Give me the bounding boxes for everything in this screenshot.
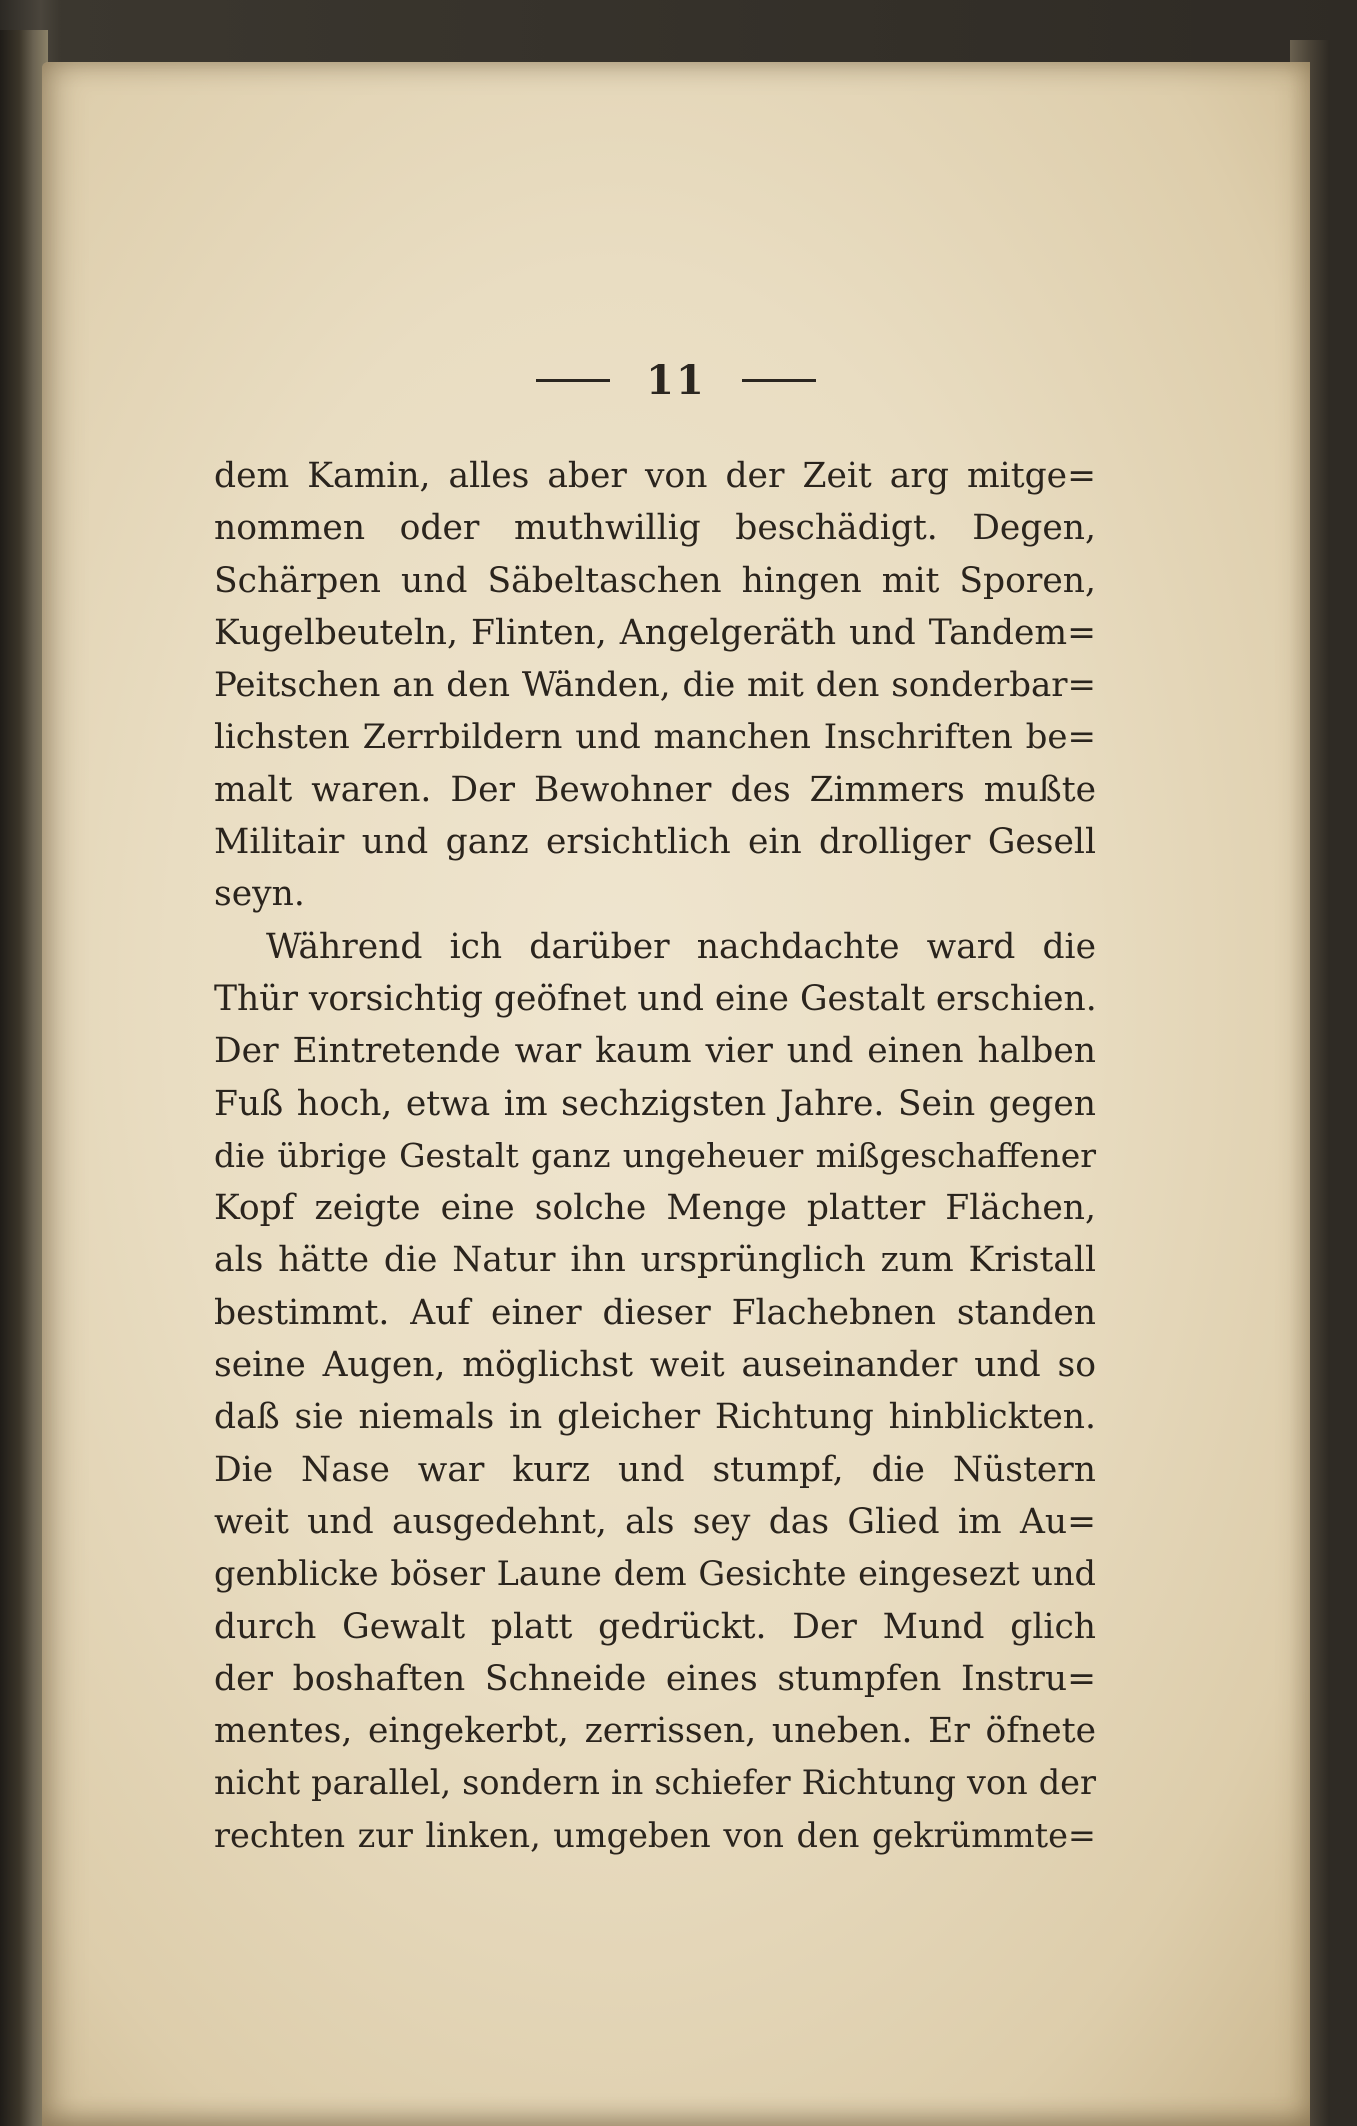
text-line: Während ich darüber nachdachte ward die xyxy=(266,926,1096,967)
text-line: lichsten Zerrbildern und manchen Inschriften be= xyxy=(214,717,1096,758)
text-line: der boshaften Schneide eines stumpfen Instru= xyxy=(214,1658,1096,1699)
text-line: nommen oder muthwillig beschädigt. Degen, xyxy=(214,508,1096,549)
text-line: malt waren. Der Bewohner des Zimmers mußte xyxy=(214,769,1096,810)
text-line: die übrige Gestalt ganz ungeheuer mißgeschaffener xyxy=(214,1135,1096,1175)
text-line: mentes, eingekerbt, zerrissen, uneben. Er öfnete xyxy=(214,1711,1096,1752)
book-cover-edge xyxy=(0,30,48,2126)
body-text xyxy=(214,450,1096,1862)
text-line: bestimmt. Auf einer dieser Flachebnen standen xyxy=(214,1292,1096,1333)
page-number: 11 xyxy=(646,356,706,404)
text-line: weit und ausgedehnt, als sey das Glied im Au= xyxy=(214,1501,1096,1542)
text-line: Kopf zeigte eine solche Menge platter Flächen, xyxy=(214,1188,1096,1229)
book-page xyxy=(42,62,1310,2126)
text-line: seine Augen, möglichst weit auseinander und so xyxy=(214,1345,1096,1386)
text-line: rechten zur linken, umgeben von den gekrümmte= xyxy=(214,1815,1096,1855)
text-line: Schärpen und Säbeltaschen hingen mit Sporen, xyxy=(214,560,1096,601)
text-line: durch Gewalt platt gedrückt. Der Mund glich xyxy=(214,1606,1096,1647)
text-line: Die Nase war kurz und stumpf, die Nüstern xyxy=(214,1449,1096,1490)
text-line: Der Eintretende war kaum vier und einen halben xyxy=(214,1031,1096,1072)
text-line: als hätte die Natur ihn ursprünglich zum Kristall xyxy=(214,1240,1096,1281)
text-line: Thür vorsichtig geöfnet und eine Gestalt erschien. xyxy=(214,978,1097,1019)
text-line: Kugelbeuteln, Flinten, Angelgeräth und Tandem= xyxy=(214,612,1096,653)
text-line: genblicke böser Laune dem Gesichte eingesezt und xyxy=(214,1554,1096,1594)
text-line: seyn. xyxy=(214,874,305,915)
text-line: daß sie niemals in gleicher Richtung hinblickten. xyxy=(214,1397,1096,1438)
text-line: Fuß hoch, etwa im sechzigsten Jahre. Sein gegen xyxy=(214,1083,1096,1124)
text-line: dem Kamin, alles aber von der Zeit arg mitge= xyxy=(214,456,1096,496)
text-line: Militair und ganz ersichtlich ein drolliger Gesell xyxy=(214,822,1096,863)
header-rule-right xyxy=(742,379,816,382)
text-line: Peitschen an den Wänden, die mit den sonderbar= xyxy=(214,665,1096,706)
page-header xyxy=(42,350,1310,410)
text-line: nicht parallel, sondern in schiefer Richtung von der xyxy=(214,1763,1096,1803)
header-rule-left xyxy=(536,379,610,382)
